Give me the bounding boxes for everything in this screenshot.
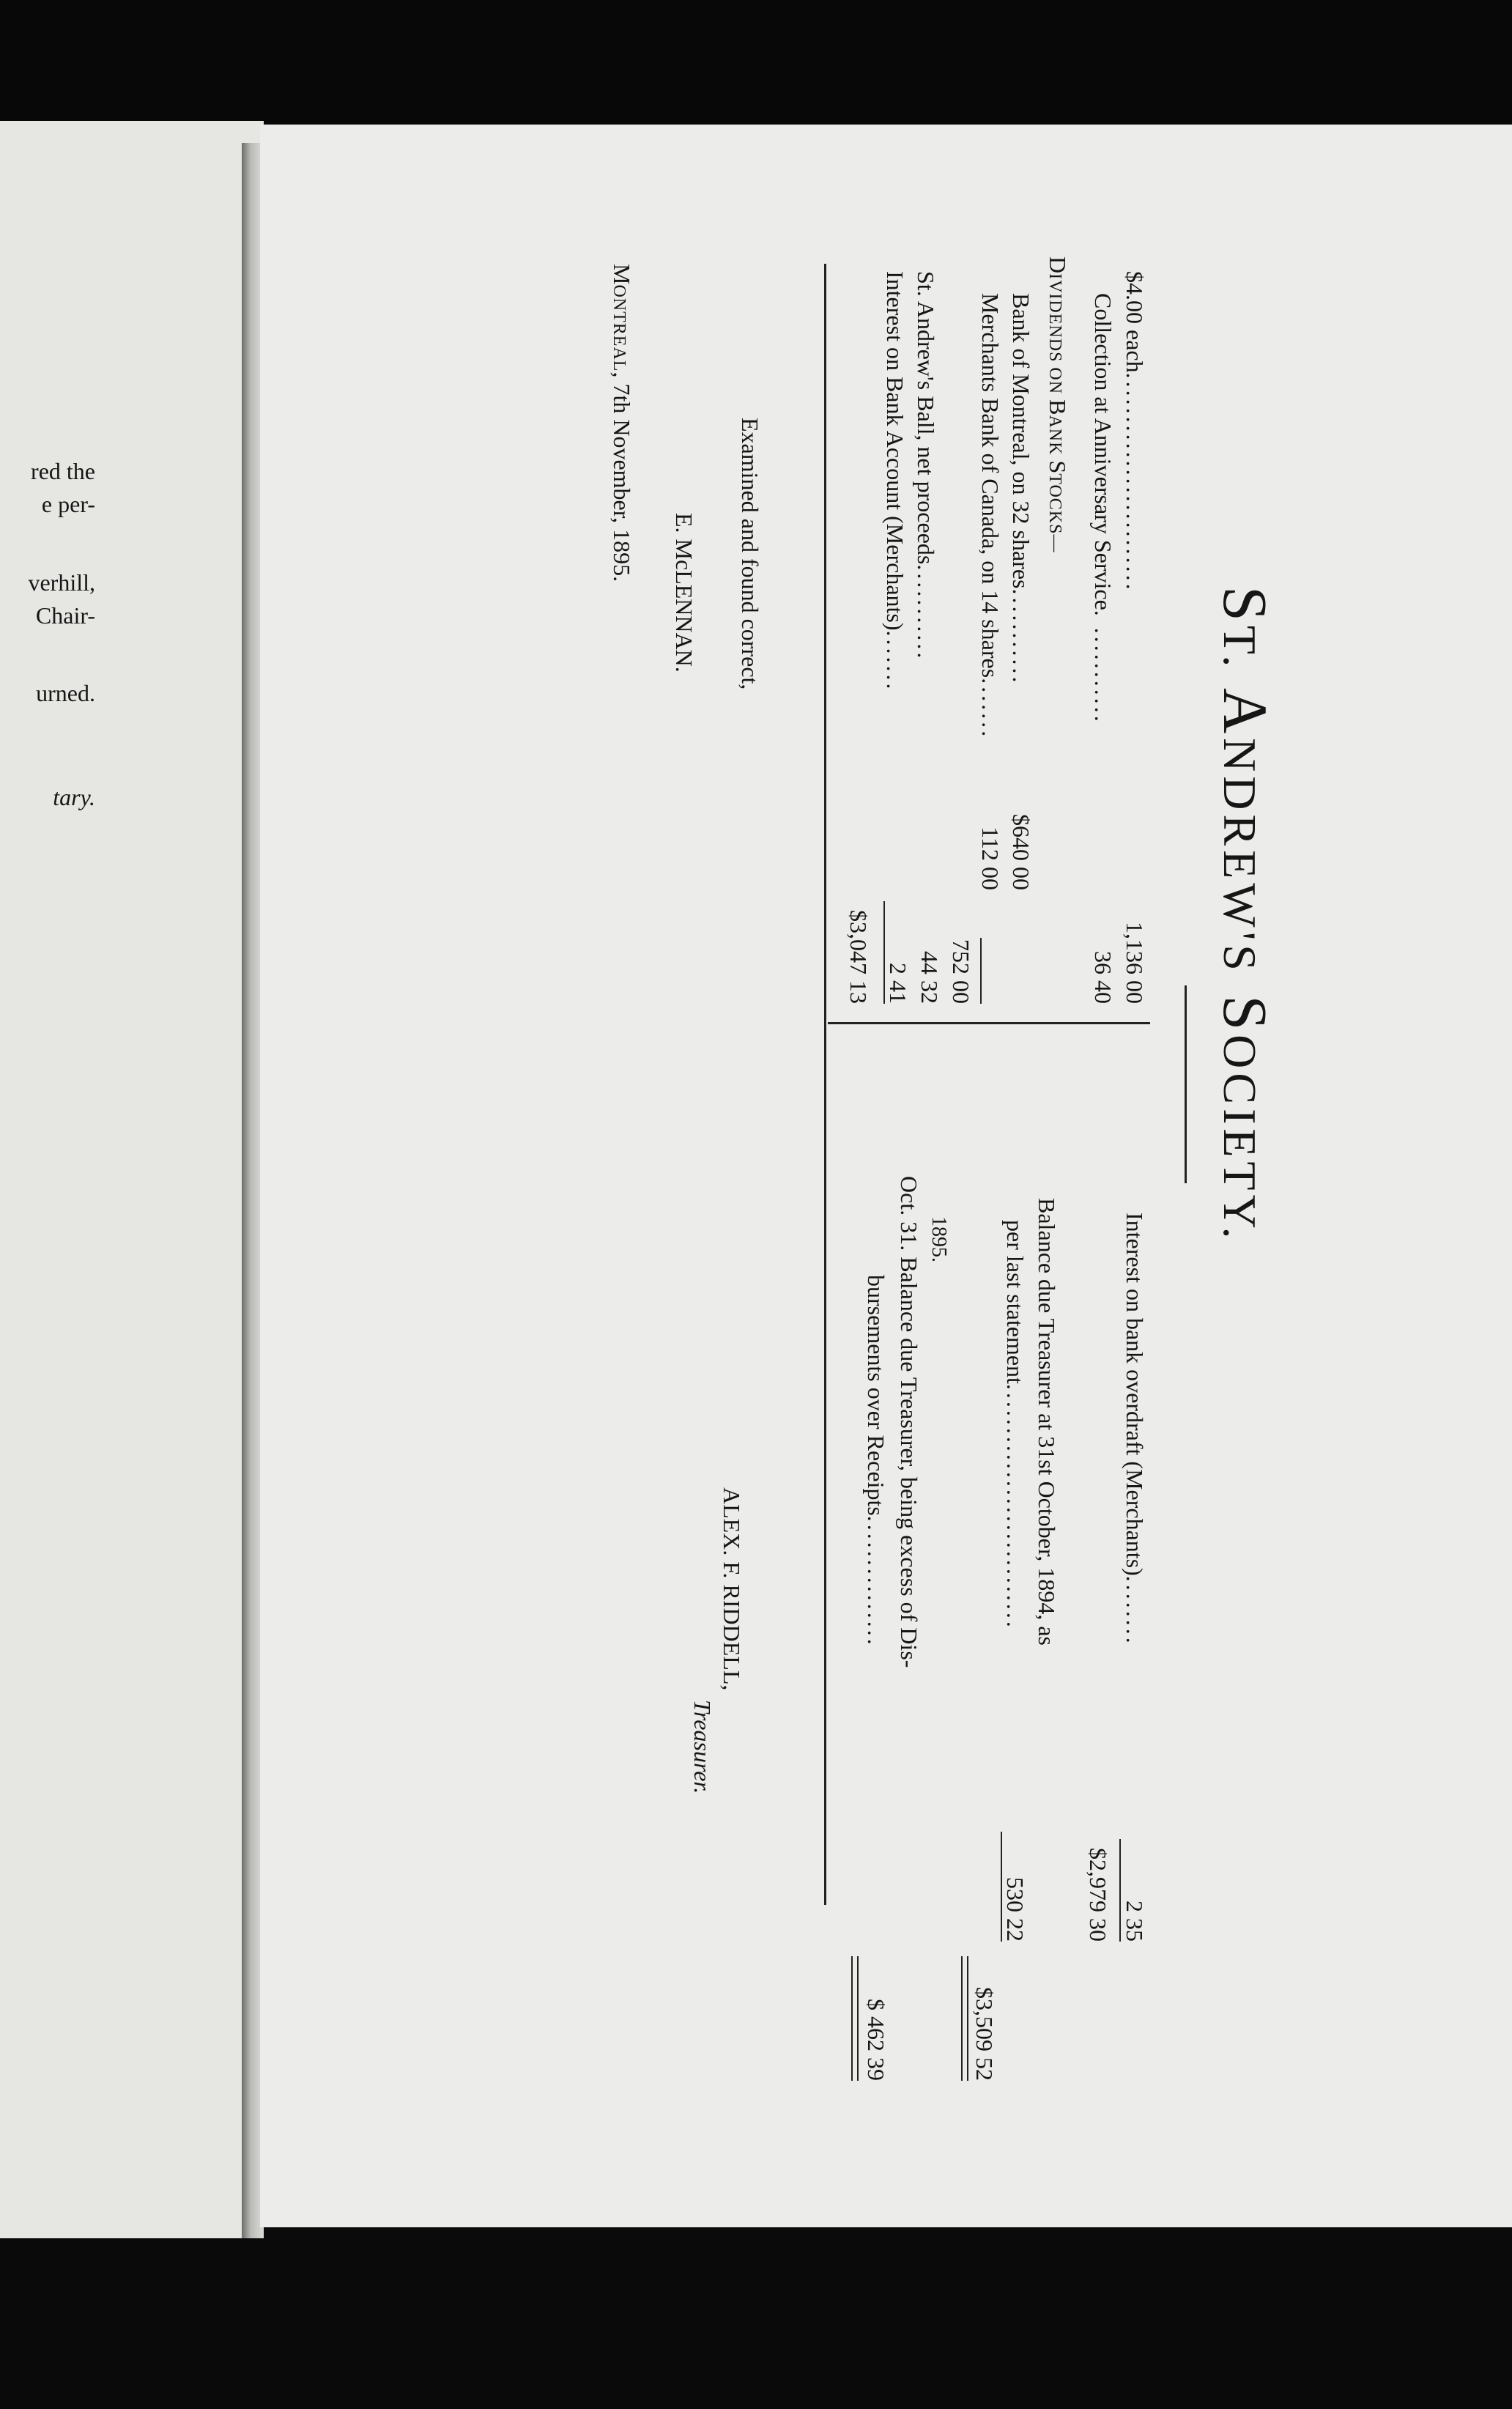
- dividends-heading: [1046, 256, 1070, 552]
- receipt-amount-2: 36 40: [1090, 951, 1116, 1004]
- receipt-dots-1: .........................: [1122, 372, 1148, 593]
- payment-line-2a: Balance due Treasurer at 31st October, 1894, as: [1034, 1198, 1060, 1646]
- date-smallcaps: ONTREAL: [609, 284, 629, 372]
- receipt-label-5: St. Andrew's Ball, net proceeds: [913, 271, 939, 565]
- left-fragment-1: red the: [31, 458, 95, 484]
- payment-amount-2: 530 22: [1002, 1877, 1029, 1942]
- left-fragment-5: urned.: [36, 680, 95, 706]
- left-fragment-6: tary.: [53, 784, 95, 810]
- receipt-line-6: [883, 271, 907, 692]
- report-date: [610, 264, 634, 582]
- payment-label-1: Interest on bank overdraft (Merchants): [1122, 1213, 1148, 1576]
- receipt-line-5: [914, 271, 938, 661]
- payment-total-rule: [1001, 1832, 1002, 1942]
- balance-rule-2: [851, 1956, 853, 2081]
- payment-line-3a: [897, 1176, 921, 1668]
- payment-amount-1: 2 35: [1122, 1901, 1148, 1942]
- payment-subtotal: $2,979 30: [1085, 1848, 1111, 1942]
- receipt-dots-2: . ...........: [1090, 610, 1116, 725]
- balance-rule-1: [857, 1956, 859, 2081]
- receipt-label-3: Bank of Montreal, on 32 shares: [1008, 293, 1034, 589]
- left-page: [0, 121, 264, 2249]
- receipt-amount-1: 1,136 00: [1122, 922, 1148, 1004]
- heading-rest-3: TOCKS—: [1045, 473, 1064, 553]
- rotated-statement: [249, 147, 1421, 2235]
- payment-label-3a: Balance due Treasurer, being excess of Dis-: [896, 1257, 922, 1668]
- left-fragment-2: e per-: [41, 491, 95, 517]
- scan-background-top: [0, 0, 1512, 125]
- receipt-amount-6: 2 41: [885, 963, 911, 1004]
- payment-total-rule-3: [961, 1956, 963, 2081]
- payment-line-1: [1123, 1213, 1146, 1646]
- heading-rest-1: IVIDENDS ON: [1045, 273, 1064, 400]
- payment-label-2: per last statement: [1002, 1220, 1029, 1384]
- payment-subtotal-rule: [1119, 1839, 1121, 1942]
- treasurer-signature: ALEX. F. RIDDELL,: [719, 1487, 745, 1691]
- receipt-label-2: Collection at Anniversary Service: [1090, 293, 1116, 610]
- heading-cap-2: B: [1045, 399, 1071, 415]
- receipt-dots-4: .......: [977, 678, 1004, 740]
- dividends-total: 752 00: [948, 939, 974, 1004]
- title-underline: [1185, 985, 1187, 1183]
- receipts-total-rule: [883, 901, 885, 1004]
- title-initial-3: S: [1210, 995, 1281, 1035]
- title-part-1: T.: [1214, 625, 1266, 672]
- receipt-line-1: [1123, 271, 1146, 593]
- heading-rest-2: ANK: [1045, 415, 1064, 461]
- title-initial-2: A: [1210, 687, 1281, 739]
- receipt-dots-3: ...........: [1008, 588, 1034, 686]
- receipt-amount-5: 44 32: [916, 951, 943, 1004]
- receipt-dots-5: ...........: [913, 564, 939, 662]
- payment-total: $3,509 52: [971, 1987, 998, 2081]
- column-divider: [828, 1022, 1150, 1024]
- receipt-line-4: [979, 293, 1002, 739]
- payment-amount-3: $ 462 39: [863, 1999, 889, 2081]
- payment-dots-3: ...............: [863, 1515, 889, 1648]
- receipt-label-4: Merchants Bank of Canada, on 14 shares: [977, 293, 1004, 678]
- payment-date: Oct. 31.: [896, 1176, 922, 1251]
- receipt-label-6: Interest on Bank Account (Merchants): [882, 271, 908, 631]
- left-fragment-4: Chair-: [35, 602, 95, 629]
- receipt-amount-3: $640 00: [1008, 814, 1034, 890]
- scan-background-bottom: [0, 2238, 1512, 2409]
- left-fragment-3: verhill,: [28, 569, 95, 596]
- title-part-2: NDREW'S: [1214, 738, 1266, 975]
- date-cap: M: [609, 264, 635, 285]
- receipt-label-1: $4.00 each: [1122, 271, 1148, 373]
- payment-line-2b: [1004, 1220, 1027, 1630]
- date-rest: , 7th November, 1895.: [609, 371, 635, 582]
- receipt-line-3: [1009, 293, 1033, 685]
- title-part-3: OCIETY.: [1214, 1035, 1266, 1243]
- heading-cap-1: D: [1045, 256, 1071, 274]
- document-title: [1209, 586, 1282, 1243]
- payment-line-3b: [864, 1275, 888, 1648]
- payment-dots-1: ........: [1122, 1575, 1148, 1646]
- receipts-total: $3,047 13: [845, 910, 872, 1004]
- payment-dots-2: ............................: [1002, 1383, 1029, 1630]
- statement-bottom-rule: [824, 264, 826, 1905]
- examined-text: Examined and found correct,: [737, 418, 763, 690]
- auditor-signature: E. McLENNAN.: [671, 513, 697, 673]
- receipt-line-2: [1092, 293, 1115, 725]
- treasurer-title: Treasurer.: [689, 1700, 716, 1794]
- receipt-amount-4: 112 00: [977, 826, 1004, 890]
- payment-label-3b: bursements over Receipts: [863, 1275, 889, 1516]
- dividends-subtotal-rule: [980, 938, 982, 1004]
- payment-total-rule-2: [967, 1956, 968, 2081]
- heading-cap-3: S: [1045, 460, 1071, 474]
- title-initial-1: S: [1210, 586, 1281, 626]
- payment-year: 1895.: [927, 1216, 950, 1262]
- receipt-dots-6: .......: [882, 630, 908, 692]
